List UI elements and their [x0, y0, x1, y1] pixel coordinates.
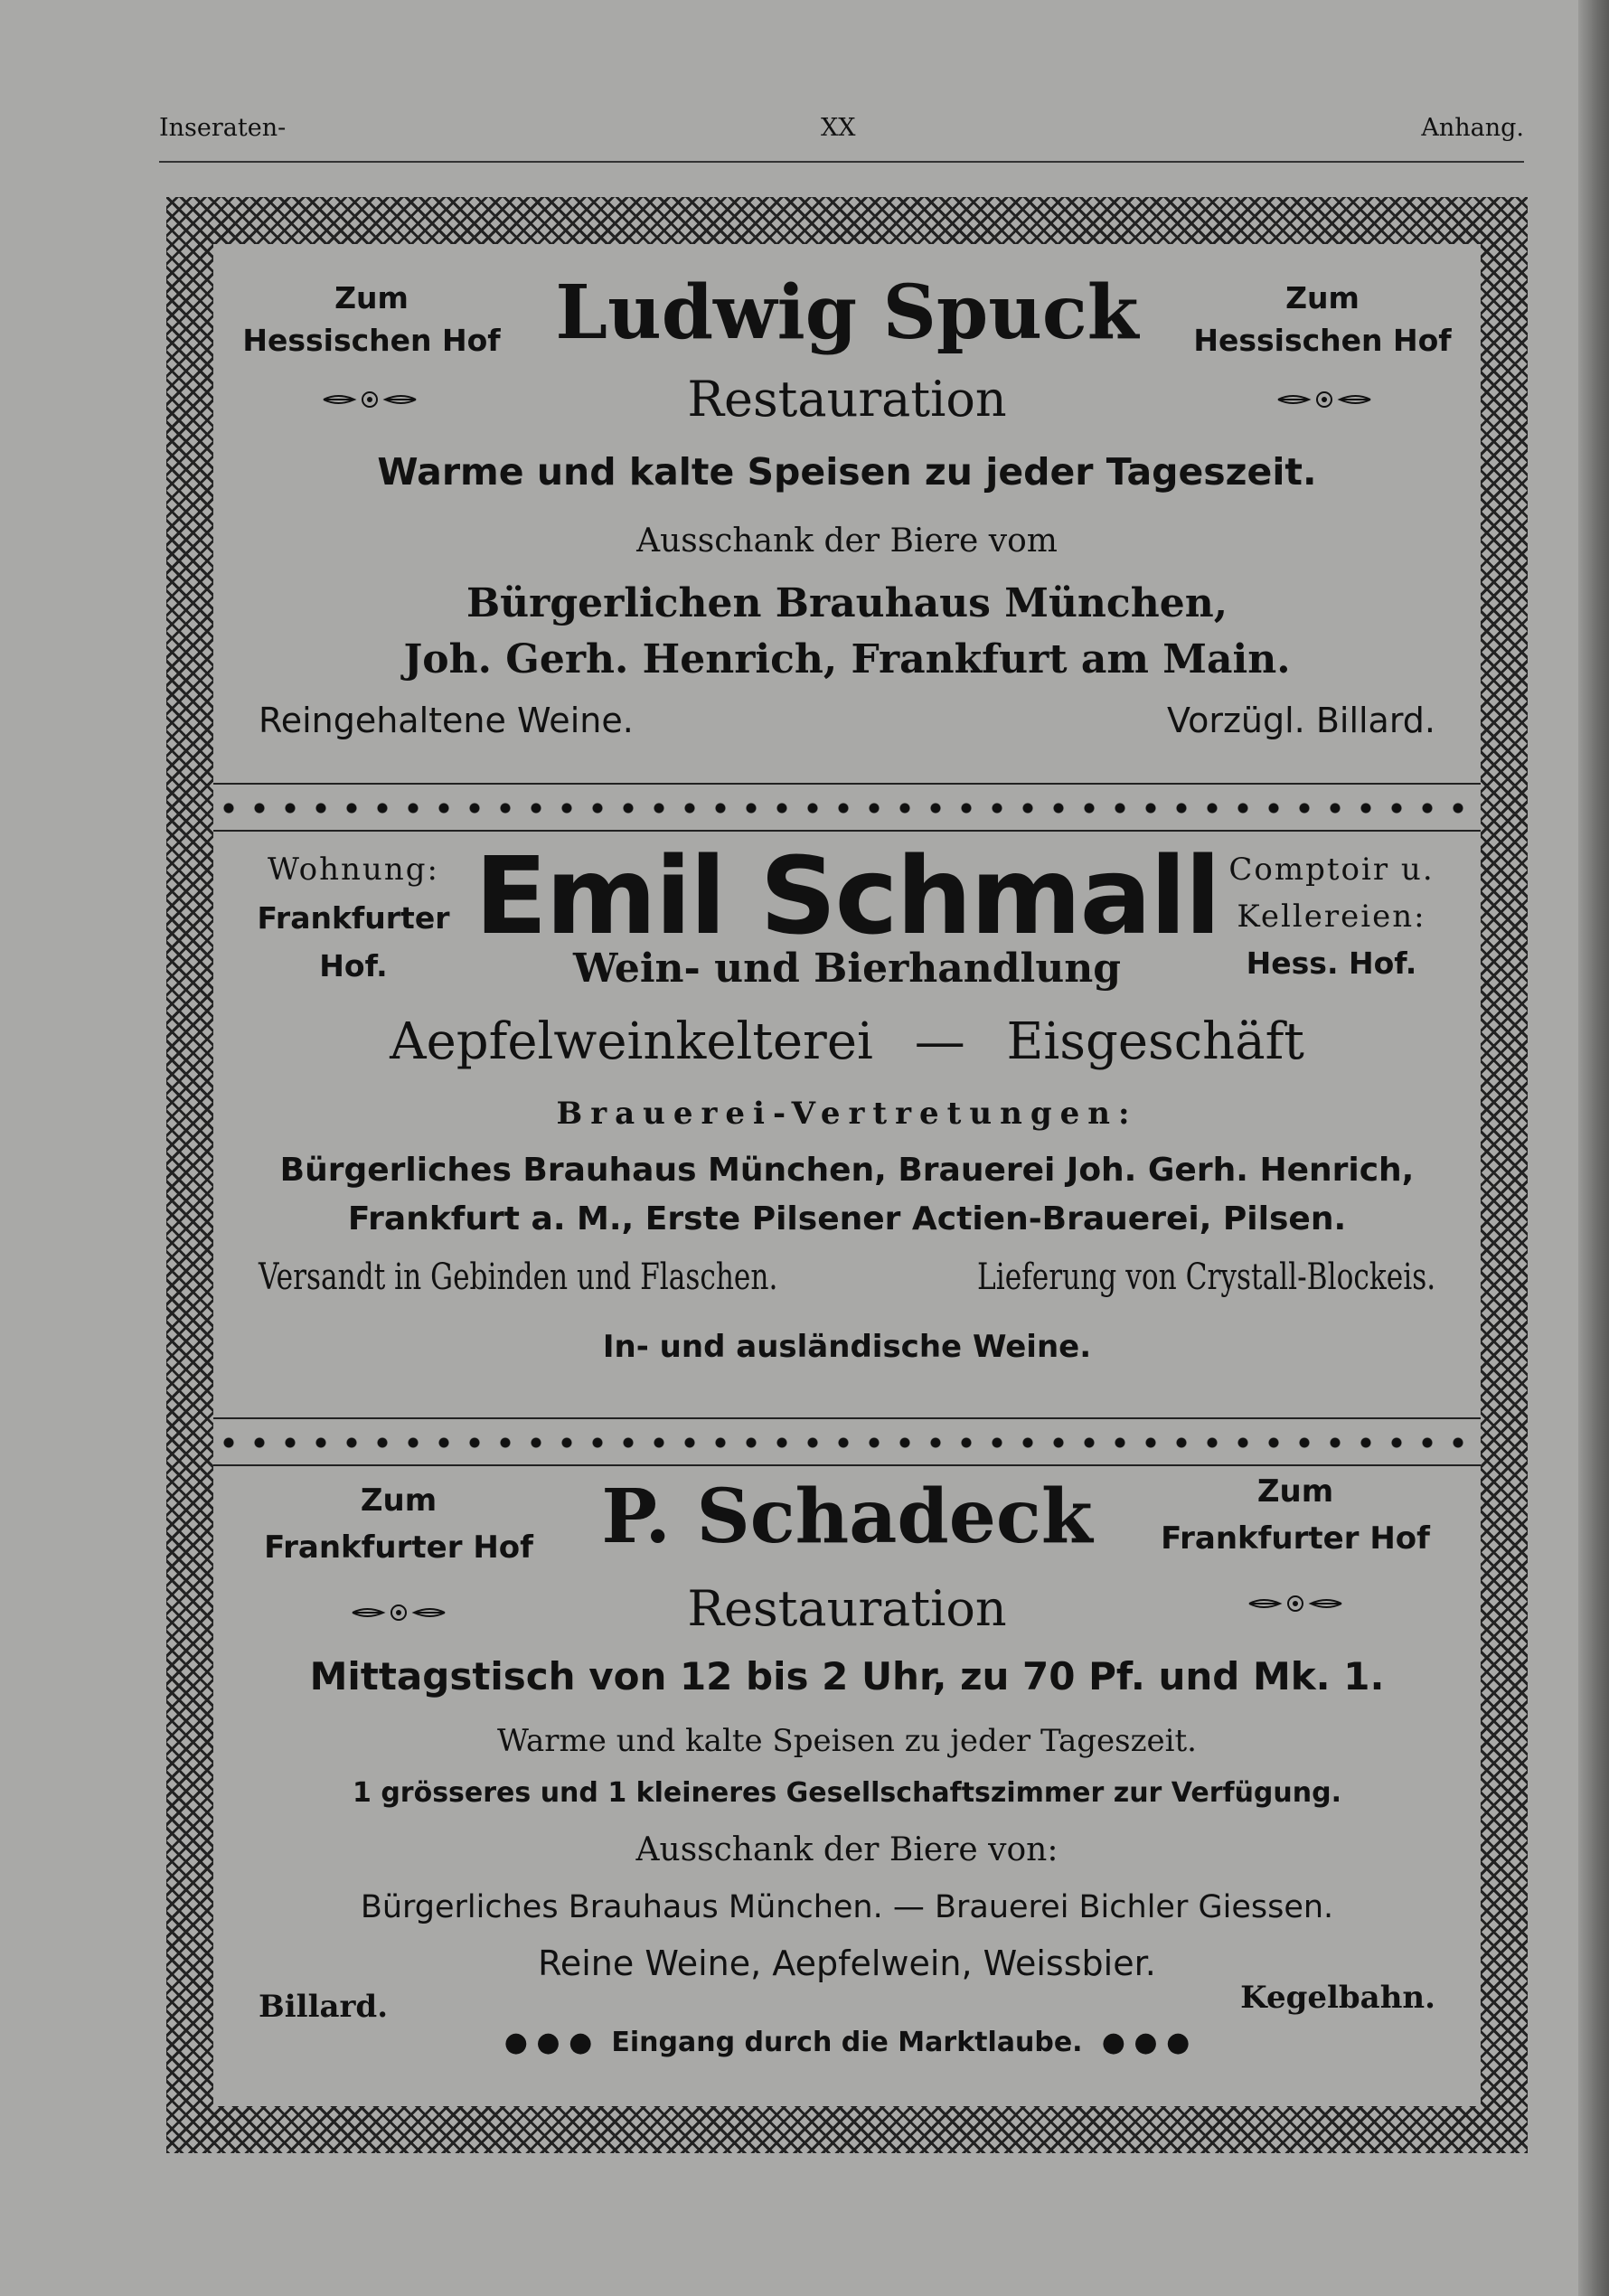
ad2-right-top: Comptoir u. [1228, 852, 1435, 888]
ad-p-schadeck [213, 1473, 1481, 2106]
ad1-foot-right: Vorzügl. Billard. [1167, 701, 1435, 740]
ad2-right-mid: Kellereien: [1237, 899, 1426, 935]
ornamental-divider [213, 783, 1481, 833]
ad2-line6: In- und ausländische Weine. [602, 1329, 1092, 1365]
ad2-name: Emil Schmall [475, 833, 1219, 958]
ad2-line1 [213, 1012, 1481, 1071]
ad1-side-left-top: Zum [334, 280, 409, 315]
ad2-line2: Brauerei-Vertretungen: [556, 1096, 1138, 1132]
ad3-side-left-top: Zum [360, 1482, 438, 1519]
bullet-dots-icon: ● ● ● [1101, 2027, 1190, 2058]
ad1-line4: Joh. Gerh. Henrich, Frankfurt am Main. [403, 636, 1291, 682]
ad-emil-schmall [213, 833, 1481, 1439]
book-spine-edge [1578, 0, 1609, 2296]
advertisement-frame [166, 197, 1528, 2153]
ad3-foot-right: Kegelbahn. [1240, 1980, 1435, 2016]
ad3-entrance-line [213, 2027, 1481, 2058]
ad3-side-right-bottom: Frankfurter Hof [1161, 1520, 1430, 1557]
bullet-dots-icon: ● ● ● [503, 2027, 593, 2058]
ad1-foot-left: Reingehaltene Weine. [259, 701, 634, 740]
ad2-left-bottom: Hof. [319, 948, 388, 983]
ad1-side-left-bottom: Hessischen Hof [242, 323, 501, 358]
advertisement-panel [213, 244, 1481, 2106]
ad3-line6: Reine Weine, Aepfelwein, Weissbier. [538, 1943, 1156, 1983]
ad2-left-mid: Frankfurter [257, 900, 450, 936]
ad3-line4: Ausschank der Biere von: [635, 1831, 1059, 1868]
header-right: Anhang. [1421, 114, 1524, 142]
header-left: Inseraten- [159, 114, 287, 142]
ad3-line5: Bürgerliches Brauhaus München. — Brauerei Bichler Giessen. [360, 1889, 1334, 1925]
ad3-line3: 1 grösseres und 1 kleineres Gesellschaftszimmer zur Verfügung. [353, 1777, 1341, 1809]
ad1-line2: Ausschank der Biere vom [636, 522, 1058, 560]
ad2-line5-right: Lieferung von Crystall-Blockeis. [976, 1256, 1435, 1298]
ad1-subtitle: Restauration [687, 371, 1007, 428]
ad3-foot-left: Billard. [259, 1989, 389, 2025]
ad2-line3: Bürgerliches Brauhaus München, Brauerei Joh. Gerh. Henrich, [279, 1152, 1415, 1189]
ad3-side-right-top: Zum [1256, 1473, 1334, 1510]
ornamental-divider [213, 1417, 1481, 1468]
ad3-side-left-bottom: Frankfurter Hof [264, 1529, 533, 1566]
ad2-line4: Frankfurt a. M., Erste Pilsener Actien-Brauerei, Pilsen. [347, 1200, 1347, 1237]
ad2-line1-right: Eisgeschäft [1006, 1012, 1304, 1071]
ad3-name: P. Schadeck [601, 1473, 1093, 1560]
ad1-side-right-bottom: Hessischen Hof [1193, 323, 1452, 358]
header-rule [159, 161, 1524, 163]
ad3-subtitle: Restauration [687, 1580, 1007, 1637]
ad2-line1-left: Aepfelweinkelterei [390, 1012, 873, 1071]
ad2-left-top: Wohnung: [268, 852, 439, 888]
ad1-side-right-top: Zum [1285, 280, 1360, 315]
header-page-number: XX [821, 114, 856, 142]
page-header [159, 114, 1524, 154]
ad3-line2: Warme und kalte Speisen zu jeder Tageszeit. [497, 1723, 1197, 1759]
ad1-line1: Warme und kalte Speisen zu jeder Tageszeit. [377, 450, 1317, 494]
ad2-right-bottom: Hess. Hof. [1246, 946, 1417, 981]
ad1-line3: Bürgerlichen Brauhaus München, [466, 580, 1228, 626]
ad3-entrance: Eingang durch die Marktlaube. [611, 2027, 1083, 2058]
ad3-line1: Mittagstisch von 12 bis 2 Uhr, zu 70 Pf. und Mk. 1. [309, 1654, 1385, 1698]
ad2-subtitle: Wein- und Bierhandlung [573, 946, 1121, 992]
ad-ludwig-spuck [213, 244, 1481, 779]
ad2-line1-dash: — [914, 1012, 965, 1071]
ad2-line5-left: Versandt in Gebinden und Flaschen. [259, 1256, 778, 1298]
ad1-name: Ludwig Spuck [555, 269, 1139, 356]
